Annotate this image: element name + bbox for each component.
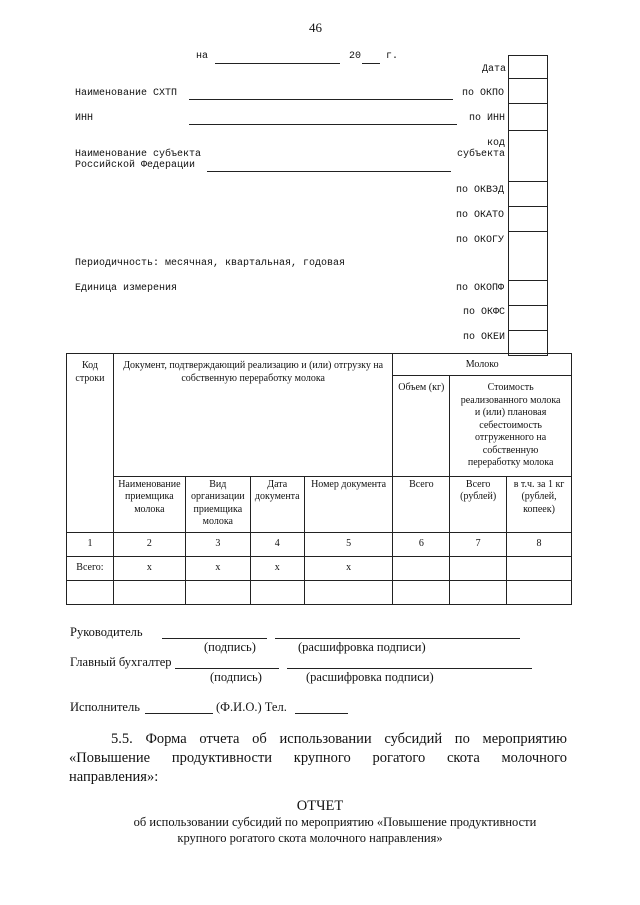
executor-label: Исполнитель [70, 700, 140, 714]
okfs-label: по ОКФС [463, 307, 506, 318]
okved-label: по ОКВЭД [456, 185, 505, 196]
skhtp-input-line[interactable] [189, 99, 453, 100]
report-subtitle-line-2: крупного рогатого скота молочного направления» [177, 831, 443, 845]
column-number-row [67, 532, 572, 556]
accountant-signature-line[interactable] [175, 668, 279, 669]
accountant-decoding-caption: (расшифровка подписи) [306, 670, 434, 684]
empty-cell[interactable] [304, 580, 393, 604]
total-cell: х [113, 556, 185, 580]
col-number: 6 [393, 532, 450, 556]
code-box-date[interactable] [509, 56, 547, 79]
subject-label-1: Наименование субъекта [75, 149, 202, 160]
inn-label: ИНН [75, 113, 94, 124]
okei-label: по ОКЕИ [463, 332, 506, 343]
okpo-label: по ОКПО [462, 88, 505, 99]
head-decoding-caption: (расшифровка подписи) [298, 640, 426, 654]
doc-date-header: Дата документа [250, 476, 304, 532]
periodicity-label: Периодичность: месячная, квартальная, годовая [75, 258, 346, 269]
col-number: 3 [185, 532, 250, 556]
empty-cell[interactable] [113, 580, 185, 604]
code-box-inn[interactable] [509, 104, 547, 131]
empty-cell[interactable] [507, 580, 572, 604]
executor-name-line[interactable] [145, 713, 213, 714]
document-header: Документ, подтверждающий реализацию и (или) отгрузку на собственную переработку молока [113, 354, 393, 477]
empty-cell[interactable] [450, 580, 507, 604]
code-box-okogu[interactable] [509, 232, 547, 281]
report-title: ОТЧЕТ [296, 798, 344, 814]
accountant-decoding-line[interactable] [287, 668, 532, 669]
inn-input-line[interactable] [189, 124, 457, 125]
by-inn-label: по ИНН [469, 113, 506, 124]
col-number: 1 [67, 532, 114, 556]
executor-phone-line[interactable] [295, 713, 348, 714]
okogu-label: по ОКОГУ [456, 235, 505, 246]
head-label: Руководитель [70, 625, 143, 639]
page-number: 46 [309, 20, 322, 35]
code-box-okfs[interactable] [509, 306, 547, 331]
subject-label-2: Российской Федерации [75, 160, 196, 171]
total-label: Всего: [67, 556, 114, 580]
total-cell: х [250, 556, 304, 580]
total-cell: х [304, 556, 393, 580]
cost-header: Стоимость реализованного молока и (или) плановая себестоимость отгруженного на собственную переработку молока [450, 376, 572, 477]
doc-number-header: Номер документа [304, 476, 393, 532]
empty-row [67, 580, 572, 604]
head-signature-caption: (подпись) [204, 640, 256, 654]
date-line [215, 63, 340, 64]
code-box-okved[interactable] [509, 182, 547, 207]
col-number: 5 [304, 532, 393, 556]
subject-code-label-1: код [487, 138, 506, 149]
empty-cell[interactable] [250, 580, 304, 604]
org-type-header: Вид организации приемщика молока [185, 476, 250, 532]
accountant-signature-caption: (подпись) [210, 670, 262, 684]
total-cell[interactable] [393, 556, 450, 580]
subject-input-line[interactable] [207, 171, 451, 172]
code-box-okato[interactable] [509, 207, 547, 232]
col-number: 2 [113, 532, 185, 556]
volume-total-header: Всего [393, 476, 450, 532]
chief-accountant-label: Главный бухгалтер [70, 655, 172, 669]
total-row [67, 556, 572, 580]
year-prefix: 20 [349, 51, 362, 62]
skhtp-label: Наименование СХТП [75, 88, 178, 99]
code-box-okei[interactable] [509, 331, 547, 355]
code-boxes [508, 55, 548, 356]
empty-cell[interactable] [67, 580, 114, 604]
year-suffix: г. [386, 51, 399, 62]
code-box-subject[interactable] [509, 131, 547, 182]
milk-header: Молоко [393, 354, 572, 376]
empty-cell[interactable] [393, 580, 450, 604]
col-number: 7 [450, 532, 507, 556]
total-cell[interactable] [450, 556, 507, 580]
head-decoding-line[interactable] [275, 638, 520, 639]
executor-fio-label: (Ф.И.О.) Тел. [216, 700, 287, 714]
unit-label: Единица измерения [75, 283, 178, 294]
okato-label: по ОКАТО [456, 210, 505, 221]
cost-per-kg-header: в т.ч. за 1 кг (рублей, копеек) [507, 476, 572, 532]
code-box-okopf[interactable] [509, 281, 547, 306]
total-cell: х [185, 556, 250, 580]
date-label: Дата [482, 64, 507, 75]
receiver-name-header: Наименование приемщика молока [113, 476, 185, 532]
report-subtitle-line-1: об использовании субсидий по мероприятию «Повышение продуктивности [133, 815, 537, 829]
col-number: 4 [250, 532, 304, 556]
section-5-5-text: 5.5. Форма отчета об использовании субсидий по мероприятию «Повышение продуктивности крупного рогатого скота молочного направления»: [69, 731, 567, 785]
empty-cell[interactable] [185, 580, 250, 604]
milk-report-table [66, 353, 572, 605]
volume-header: Объем (кг) [393, 376, 450, 477]
code-header: Код строки [67, 354, 114, 533]
total-cell[interactable] [507, 556, 572, 580]
date-prefix: на [196, 51, 209, 62]
head-signature-line[interactable] [162, 638, 267, 639]
code-box-okpo[interactable] [509, 79, 547, 104]
cost-total-header: Всего (рублей) [450, 476, 507, 532]
year-line [362, 63, 380, 64]
okopf-label: по ОКОПФ [456, 283, 505, 294]
subject-code-label-2: субъекта [457, 149, 506, 160]
col-number: 8 [507, 532, 572, 556]
